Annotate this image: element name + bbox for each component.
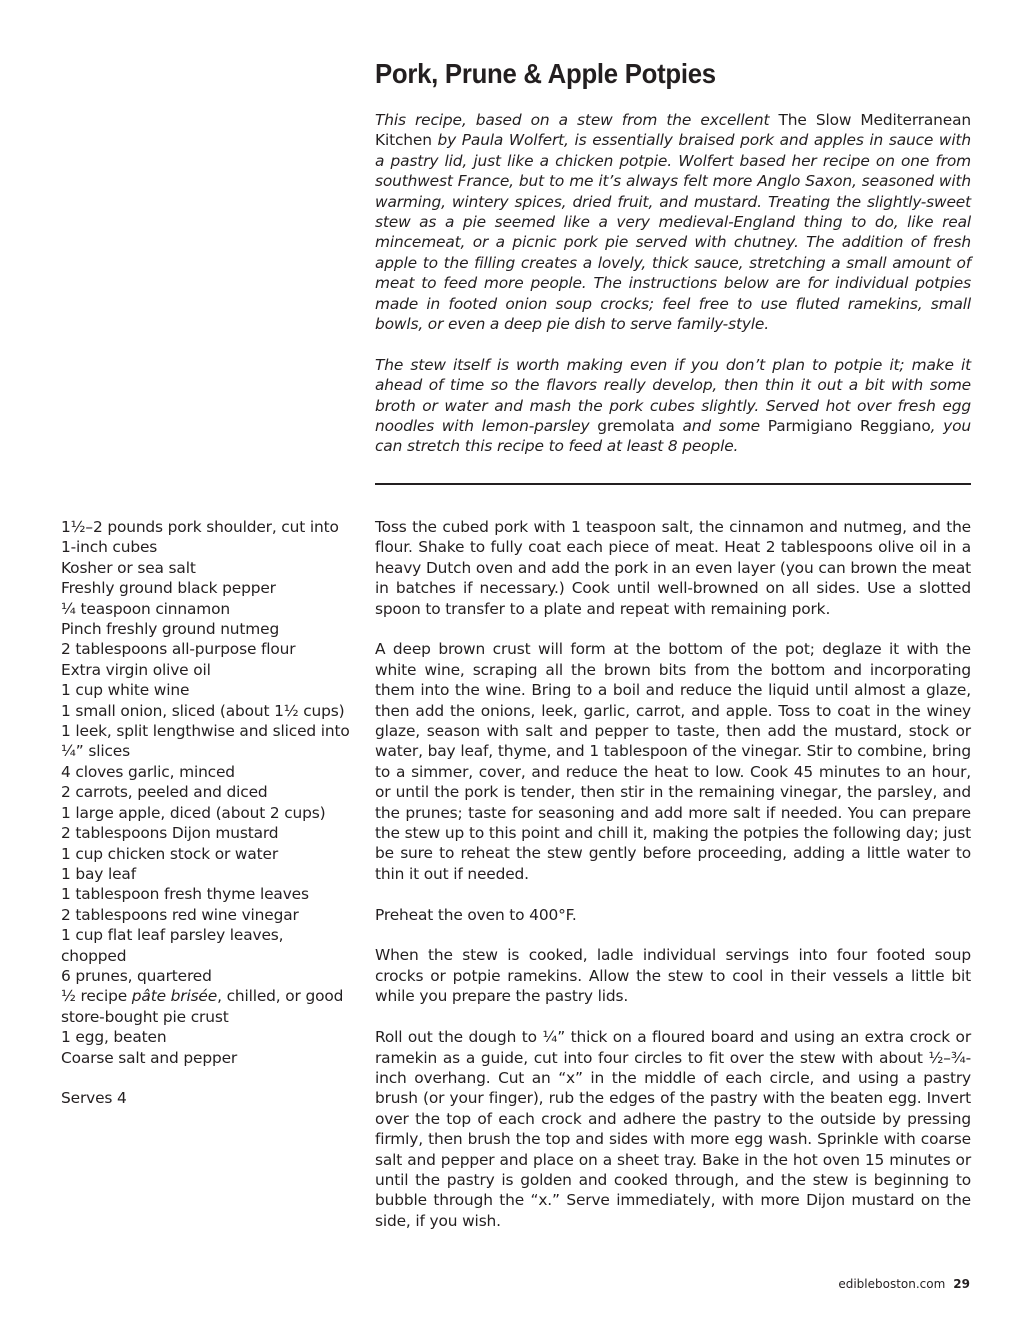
ingredient-item: ¼ teaspoon cinnamon <box>61 599 231 618</box>
ingredient-emphasis: pâte brisée <box>131 987 218 1006</box>
intro-paragraph <box>375 110 971 334</box>
recipe-intro <box>375 110 971 477</box>
ingredient-item: Kosher or sea salt <box>61 558 196 577</box>
intro-paragraph <box>375 355 971 457</box>
ingredient-item: 4 cloves garlic, minced <box>61 762 235 781</box>
intro-text: and some <box>674 417 768 436</box>
intro-text: , you can stretch this recipe to feed at least 8 people. <box>375 417 971 456</box>
ingredient-item: 1 small onion, sliced (about 1½ cups) <box>61 701 345 720</box>
intro-term: Parmigiano Reggiano <box>767 417 931 436</box>
intro-term: gremolata <box>597 417 675 436</box>
step-paragraph: Roll out the dough to ¼” thick on a floured board and using an extra crock or ramekin as a guide, cut into four circles to fit over the stew with about ½–¾-inch overhang. Cut an “x” in the middle of each circle, and using a pastry brush (or your finger), rub the edges of the pastry with the beaten egg. Invert over the top of each crock and adhere the pastry to the outside by pressing firmly, then brush the top and sides with more egg wash. Sprinkle with coarse salt and pepper and place on a sheet tray. Bake in the hot oven 15 minutes or until the pastry is golden and cooked through, and the stew is beginning to bubble through the “x.” Serve immediately, with more Dijon mustard on the side, if you wish. <box>375 1028 971 1230</box>
ingredient-text: ½ recipe <box>61 987 132 1006</box>
ingredient-item: 1 large apple, diced (about 2 cups) <box>61 803 326 822</box>
ingredient-item: 2 tablespoons Dijon mustard <box>61 824 279 843</box>
ingredient-item: 1 egg, beaten <box>61 1028 167 1047</box>
step-paragraph: Toss the cubed pork with 1 teaspoon salt, the cinnamon and nutmeg, and the flour. Shake to fully coat each piece of meat. Heat 2 tablespoons olive oil in a heavy Dutch oven and add the pork in an even layer (you can brown the meat in batches if necessary.) Cook until well-browned on all sides. Use a slotted spoon to transfer to a plate and repeat with remaining pork. <box>375 518 971 618</box>
book-title: The Slow Mediterranean Kitchen <box>375 111 971 150</box>
step-paragraph: When the stew is cooked, ladle individual servings into four footed soup crocks or potpie ramekins. Allow the stew to cool in their vessels a little bit while you prepare the pastry lids. <box>375 946 971 1006</box>
servings: Serves 4 <box>61 1089 127 1108</box>
ingredients-list <box>61 517 351 1109</box>
recipe-title: Pork, Prune & Apple Potpies <box>375 58 716 89</box>
ingredient-item: 1 cup chicken stock or water <box>61 844 279 863</box>
page-footer <box>838 1276 970 1292</box>
intro-text: The stew itself is worth making even if you don’t plan to potpie it; make it ahead of time so the flavors really develop, then thin it out a bit with some broth or water and mash the pork cubes slightly. Served hot over fresh egg noodles with lemon-parsley <box>375 355 971 436</box>
footer-site: edibleboston.com <box>838 1277 946 1291</box>
ingredient-item: Extra virgin olive oil <box>61 660 211 679</box>
ingredient-item: 1 bay leaf <box>61 864 136 883</box>
ingredient-item: Freshly ground black pepper <box>61 579 276 598</box>
ingredient-item: 1 leek, split lengthwise and sliced into ¼” slices <box>61 722 350 761</box>
ingredient-item: 6 prunes, quartered <box>61 966 212 985</box>
ingredient-item: 2 tablespoons red wine vinegar <box>61 905 299 924</box>
intro-text: This recipe, based on a stew from the excellent <box>375 111 779 129</box>
page-number: 29 <box>953 1277 970 1291</box>
ingredient-item <box>61 986 351 1027</box>
intro-text: by Paula Wolfert, is essentially braised pork and apples in sauce with a pastry lid, just like a chicken potpie. Wolfert based her recipe on one from southwest France, but to me it’s always felt more Anglo Saxon, seasoned with warming, wintery spices, dried fruit, and mustard. Treating the slightly-sweet stew as a pie seemed like a very medieval-England thing to do, like real mincemeat, or a picnic pork pie served with chutney. The addition of fresh apple to the filling creates a lovely, thick sauce, stretching a small amount of meat to feed more people. The instructions below are for individual potpies made in footed onion soup crocks; feel free to use fluted ramekins, small bowls, or even a deep pie dish to serve family-style. <box>375 131 971 334</box>
ingredient-item: Coarse salt and pepper <box>61 1048 238 1067</box>
recipe-steps <box>375 517 971 1252</box>
ingredient-item: 2 carrots, peeled and diced <box>61 783 268 802</box>
ingredient-item: 1 cup flat leaf parsley leaves, chopped <box>61 926 284 965</box>
step-paragraph: Preheat the oven to 400°F. <box>375 905 577 924</box>
ingredient-item: Pinch freshly ground nutmeg <box>61 620 280 639</box>
ingredient-item: 1 cup white wine <box>61 681 190 700</box>
section-divider <box>375 483 971 485</box>
step-paragraph: A deep brown crust will form at the bottom of the pot; deglaze it with the white wine, scraping all the brown bits from the bottom and incorporating them into the wine. Bring to a boil and reduce the liquid until almost a glaze, then add the onions, leek, garlic, carrot, and apple. Toss to coat in the winey glaze, season with salt and pepper to taste, then add the mustard, stock or water, bay leaf, thyme, and 1 tablespoon of the vinegar. Stir to combine, bring to a simmer, cover, and reduce the heat to low. Cook 45 minutes to an hour, or until the pork is tender, then stir in the remaining vinegar, the parsley, and the prunes; taste for seasoning and add more salt if needed. You can prepare the stew up to this point and chill it, making the potpies the following day; just be sure to reheat the stew gently before proceeding, adding a little water to thin it out if needed. <box>375 640 971 883</box>
ingredient-item: 1 tablespoon fresh thyme leaves <box>61 885 309 904</box>
ingredient-text: , chilled, or good store-bought pie crust <box>61 987 344 1026</box>
ingredient-item: 1½–2 pounds pork shoulder, cut into 1-inch cubes <box>61 518 339 557</box>
ingredient-item: 2 tablespoons all-purpose flour <box>61 640 296 659</box>
